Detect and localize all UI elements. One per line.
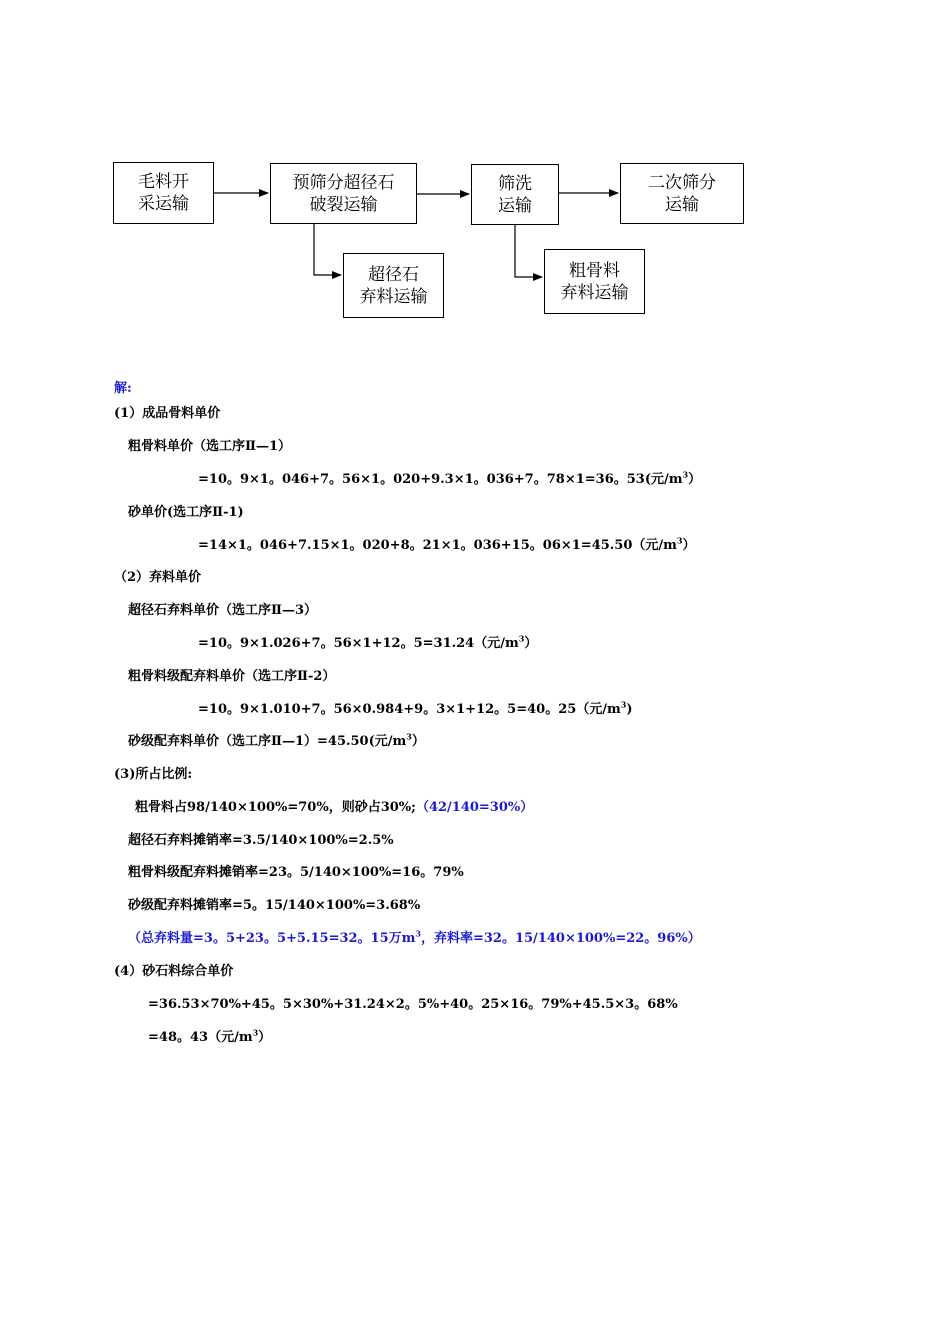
flow-box-mining-transport: [113, 162, 214, 224]
arrow-prescreen-to-oversize: [314, 224, 341, 275]
sand-grading-amortization-rate: 砂级配弃料摊销率=5。15/140×100%=3.68%: [128, 898, 421, 913]
box-line: 弃料运输: [560, 282, 629, 303]
box-line: 破裂运输: [309, 194, 378, 215]
box-line: 运输: [665, 194, 699, 215]
formula-close: ）: [524, 636, 538, 651]
superscript: 3: [682, 469, 689, 480]
superscript: 3: [620, 699, 627, 710]
coarse-grading-waste-label: 粗骨料级配弃料单价（选工序Ⅱ-2）: [128, 669, 336, 684]
composite-price-result: [148, 1026, 271, 1045]
sand-price-label: 砂单价(选工序Ⅱ-1): [128, 505, 244, 520]
superscript: 3: [676, 535, 683, 546]
proportion-coarse-sand: [135, 796, 533, 815]
composite-price-formula: =36.53×70%+45。5×30%+31.24×2。5%+40。25×16。79%+45.5×3。68%: [148, 997, 678, 1012]
flow-box-screen-wash: [471, 164, 559, 225]
formula-text: 砂级配弃料单价（选工序Ⅱ—1）=45.50(元/m: [128, 734, 407, 749]
box-line: 筛洗: [498, 173, 532, 194]
box-line: 预筛分超径石: [292, 172, 395, 193]
formula-close: ）: [682, 538, 696, 553]
coarse-grading-amortization-rate: 粗骨料级配弃料摊销率=23。5/140×100%=16。79%: [128, 865, 464, 880]
box-line: 运输: [498, 195, 532, 216]
section-1-title: (1）成品骨料单价: [114, 406, 221, 421]
arrow-wash-to-coarse-waste: [515, 225, 542, 277]
formula-close: ）: [688, 472, 702, 487]
proportion-text: 粗骨料占98/140×100%=70%，则砂占30%;: [135, 800, 416, 815]
flow-box-secondary-screen: [620, 163, 744, 224]
formula-close: ): [626, 702, 633, 717]
oversize-waste-price-label: 超径石弃料单价（选工序Ⅱ—3）: [128, 603, 318, 618]
flow-box-prescreen-crush: [270, 163, 417, 224]
sand-grading-waste-formula: [128, 730, 425, 749]
superscript: 3: [518, 633, 525, 644]
formula-text: =10。9×1.010+7。56×0.984+9。3×1+12。5=40。25（元/m: [198, 702, 621, 717]
note-text: （总弃料量=3。5+23。5+5.15=32。15万m: [128, 931, 416, 946]
oversize-amortization-rate: 超径石弃料摊销率=3.5/140×100%=2.5%: [128, 833, 394, 848]
flow-box-oversize-waste: [343, 253, 444, 318]
total-waste-note: [128, 927, 701, 946]
box-line: 弃料运输: [359, 286, 428, 307]
proportion-note: （42/140=30%）: [415, 800, 534, 815]
box-line: 毛料开: [138, 172, 189, 192]
section-3-title: (3)所占比例:: [114, 767, 193, 782]
formula-text: =10。9×1.026+7。56×1+12。5=31.24（元/m: [198, 636, 519, 651]
result-text: =48。43（元/m: [148, 1030, 253, 1045]
section-4-title: (4）砂石料综合单价: [114, 964, 234, 979]
box-line: 采运输: [138, 194, 189, 214]
oversize-waste-price-formula: [198, 632, 537, 651]
superscript: 3: [406, 731, 412, 742]
superscript: 3: [415, 928, 421, 939]
flow-box-coarse-waste: [544, 249, 645, 314]
formula-text: =14×1。046+7.15×1。020+8。21×1。036+15。06×1=45.50（元/m: [198, 538, 677, 553]
sand-price-formula: [198, 534, 696, 553]
coarse-grading-waste-formula: [198, 698, 633, 717]
solution-heading: 解:: [114, 381, 132, 396]
box-line: 粗骨料: [569, 260, 620, 281]
coarse-aggregate-price-label: 粗骨料单价（选工序Ⅱ—1）: [128, 439, 292, 454]
box-line: 二次筛分: [648, 172, 716, 193]
result-close: ）: [258, 1030, 272, 1045]
note-text: ，弃料率=32。15/140×100%=22。96%）: [420, 931, 701, 946]
section-2-title: （2）弃料单价: [114, 570, 202, 585]
formula-close: ）: [411, 734, 425, 749]
formula-text: =10。9×1。046+7。56×1。020+9.3×1。036+7。78×1=36。53(元/m: [198, 472, 683, 487]
superscript: 3: [252, 1027, 259, 1038]
box-line: 超径石: [368, 264, 419, 285]
coarse-aggregate-price-formula: [198, 468, 701, 487]
